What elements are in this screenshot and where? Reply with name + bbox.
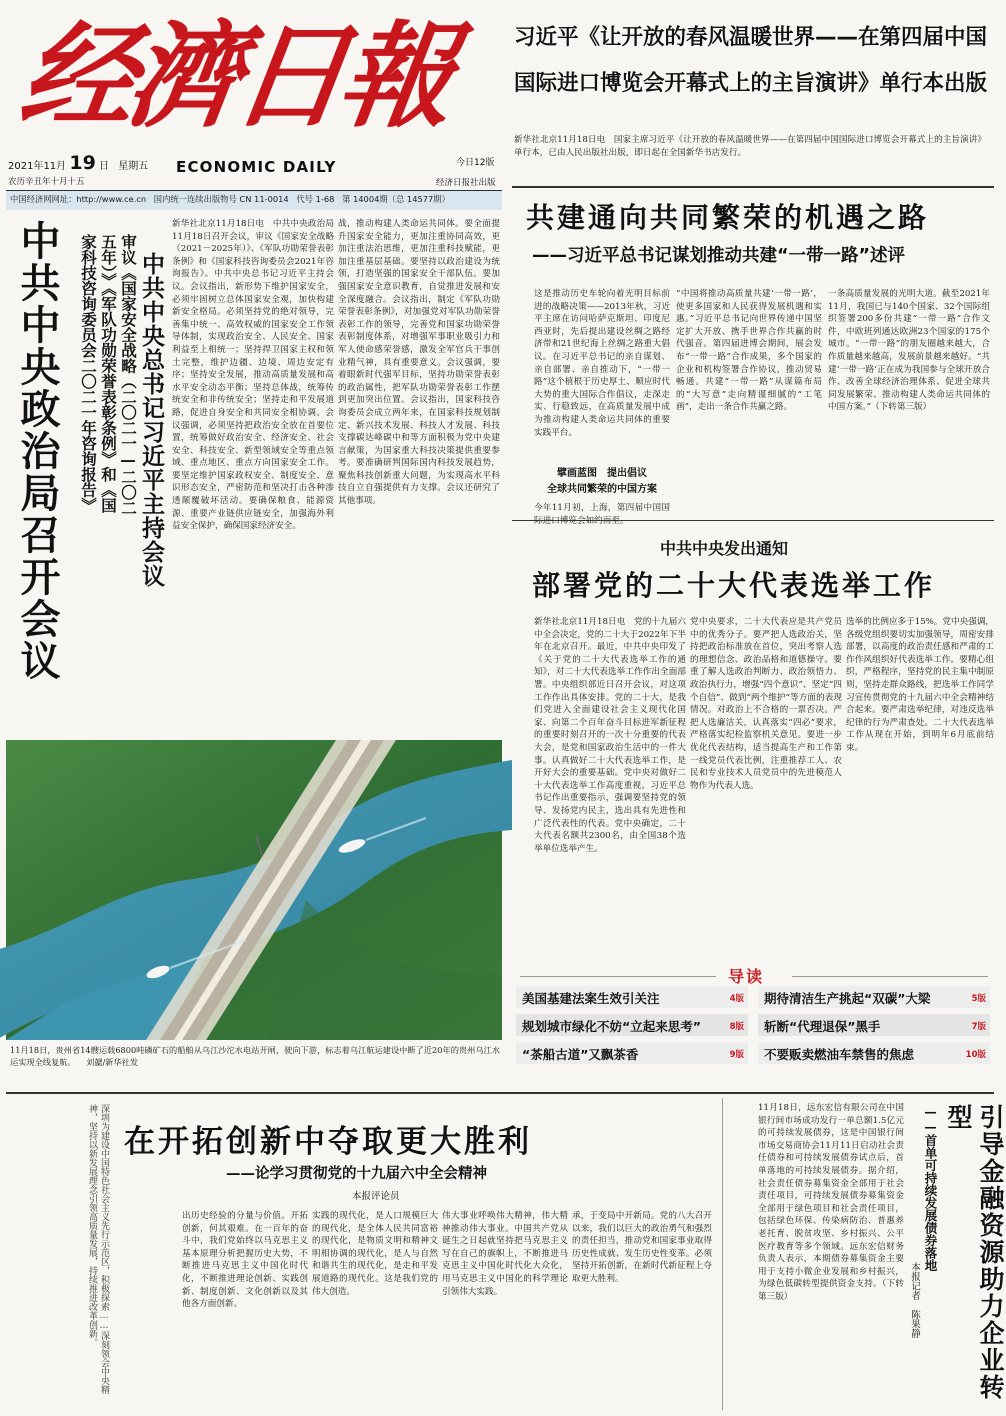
- divider: [722, 1098, 723, 1410]
- commentary-article: [6, 1098, 720, 1412]
- masthead-web[interactable]: 中国经济网网址：http://www.ce.cn: [10, 194, 147, 204]
- delegates-col3: 选举的比例应多于15%。党中央强调，各级党组织要切实加强领导，周密安排部署，以高度的政治责任感和严肃的工作作风组织好代表选举工作。要精心组织，严格程序，坚持党的民主集中制原则，坚持走群众路线，把选举工作同学习宣传贯彻党的十九届六中全会精神结合起来。要严肃选举纪律，对违反选举纪律的行为严肃查处。二十大代表选举工作从现在开始，到明年6月底前结束。: [846, 617, 995, 753]
- guide-item[interactable]: [516, 986, 748, 1008]
- belt-road-quote: [534, 466, 670, 498]
- commentary-col4: 承，于变局中开新局。党的八大召开以来，我们以巨大的政治勇气和强烈的责任担当，推动党和国家事业取得历史性成就、发生历史性变革。必须坚持开拓创新，在新时代新征程上夺取更大胜利。: [572, 1211, 712, 1284]
- river-photo: [6, 740, 502, 1040]
- guide-item-page: 7版: [971, 1022, 986, 1032]
- delegates-article: [512, 524, 996, 958]
- masthead-issue: 第 14004期（总 14577期）: [342, 194, 450, 204]
- masthead: [0, 0, 506, 200]
- finance-headline: 引导金融资源助力企业转型: [944, 1104, 1005, 1401]
- guide-item-title: 美国基建法案生效引关注: [522, 991, 660, 1006]
- photo-caption-text: 11月18日，贵州省14艘运载6800吨磷矿石的船舶从乌江沙沱水电站开闸，驶向下游，标志着乌江航运建设中断了近20年的贵州乌江水运实现全线复航。: [10, 1045, 500, 1067]
- divider: [6, 1092, 994, 1094]
- delegates-col1: 新华社北京11月18日电 党的十九届六中全会决定，党的二十大于2022年下半年在北京召开。最近，中共中央印发了《关于党的二十大代表选举工作的通知》，对二十大代表选举工作作出全面部署。中央组织部近日召开会议，对这项工作作出具体安排。党的二十大，是我们党进入全面建设社会主义现代化国家、向第二个百年奋斗目标进军新征程的重要时刻召开的一次十分重要的代表大会，是党和国家政治生活中的一件大事。认真做好二十大代表选举工作，是开好大会的重要基础。党中央对做好二十大代表选举工作高度重视。习近平总书记作出重要指示，强调要坚持党的领导、发扬党内民主，选出具有先进性和广泛代表性的代表。党中央确定，二十大代表名额共2300名，由全国38个选举单位选举产生。: [534, 617, 686, 854]
- guide-item[interactable]: [516, 1014, 748, 1036]
- guide-item[interactable]: [758, 986, 990, 1008]
- masthead-english: ECONOMIC DAILY: [176, 158, 337, 176]
- belt-road-col1-a: 这是推动历史车轮向着光明目标前进的战略决策——2013年秋，习近平主席在访问哈萨克斯坦、印度尼西亚时，先后提出建设丝绸之路经济带和21世纪海上丝绸之路重大倡议。在习近平总书记的亲自谋划、亲自部署、亲自推动下，“一带一路”这个植根于历史厚土、顺应时代大势的重大国际合作倡议，走深走实、行稳致远，在高质量发展中成为推动构建人类命运共同体的重要实践平台。: [534, 289, 670, 438]
- river-photo-image: [6, 740, 502, 1040]
- belt-road-col1-b: 今年11月初，上海，第四届中国国: [534, 503, 670, 513]
- masthead-info-line: [10, 193, 450, 205]
- commentary-left-column: 深圳为建设中国特色社会主义先行示范区，积极探索……深刻领会中央精神，坚持以新发展理念引领高质量发展，持续推进改革创新。: [87, 1104, 109, 1394]
- commentary-col2: 实践的现代化，是人口规模巨大的现代化，是全体人民共同富裕的现代化，是物质文明和精神文明相协调的现代化，是人与自然和谐共生的现代化，是走和平发展道路的现代化。这是我们党的伟大创造。: [312, 1211, 438, 1297]
- photo-credit: 刘勰/新华社发: [86, 1057, 139, 1067]
- guide-item-page: 4版: [729, 994, 744, 1004]
- belt-road-col3: 一条高质量发展的光明大道。截至2021年11月，我国已与140个国家、32个国际组织签署200多份共建“一带一路”合作文件，中欧班列通达欧洲23个国家的175个城市。“一带一路”的朋友圈越来越大，合作质量越来越高，发展前景越来越好。“共建‘一带一路’正在成为我国参与全球开放合作、改善全球经济治理体系、促进全球共同发展繁荣、推动构建人类命运共同体的中国方案。”（下转第三版）: [828, 289, 990, 413]
- book-release-article: [512, 6, 996, 192]
- divider: [512, 520, 994, 521]
- commentary-headline: 在开拓创新中夺取更大胜利: [124, 1124, 532, 1160]
- guide-rule-right: [792, 976, 988, 977]
- photo-caption: [10, 1044, 500, 1072]
- commentary-byline: 本报评论员: [352, 1191, 400, 1202]
- belt-road-quote-line2: 全球共同繁荣的中国方案: [547, 484, 657, 495]
- guide-item-page: 5版: [971, 994, 986, 1004]
- belt-road-article: [512, 192, 996, 512]
- masthead-issn: 国内统一连续出版物号 CN 11-0014: [153, 194, 289, 204]
- politburo-article: [6, 212, 502, 734]
- belt-road-headline: 共建通向共同繁荣的机遇之路: [526, 201, 930, 234]
- guide-item-title: “茶船古道”又飘茶香: [522, 1047, 639, 1062]
- masthead-date-line: [8, 152, 148, 174]
- masthead-date: 2021年11月: [8, 161, 67, 172]
- guide-item-title: 规划城市绿化不妨“立起来思考”: [522, 1019, 701, 1034]
- finance-article: [726, 1098, 1005, 1412]
- politburo-subhead-review: 审议《国家安全战略（二〇二一—二〇二五年）》《军队功勋荣誉表彰条例》和《国家科技咨询委员会二〇二一年咨询报告》: [79, 234, 137, 516]
- delegates-col2: 党中央要求，二十大代表应是共产党员中的优秀分子。要严把人选政治关，坚持把政治标准放在首位，突出考察人选的理想信念、政治品格和道德操守。要重了解人选政治判断力、政治领悟力、政治执行力，增强“四个意识”、坚定“四个自信”、做到“两个维护”等方面的表现情况。对政治上不合格的一票否决。严把人选廉洁关，认真落实“四必”要求，严格落实纪检监察机关意见。要进一步优化代表结构，适当提高生产和工作第一线党员代表比例，注重推荐工人、农民和专业技术人员党员中的先进模范人物作为代表人选。: [690, 617, 842, 791]
- masthead-pages: 今日12版: [456, 158, 495, 168]
- politburo-body-col2: 战，推动构建人类命运共同体。要全面提升国家安全能力，更加注重协同高效，更加注重法治思维，更加注重科技赋能，更加注重基层基础。要坚持以政治建设为统领，打造坚强的国家安全干部队伍。要加强国家安全意识教育，自觉推进发展和安全深度融合。会议指出，制定《军队功勋荣誉表彰条例》，对加强党对军队功勋荣誉表彰工作的领导，完善党和国家功勋荣誉表彰制度体系，对增强军事职业吸引力和军人使命感荣誉感，激发全军官兵干事创业精气神，具有重要意义。会议强调，要着眼新时代强军目标，坚持功勋荣誉表彰的政治属性，把军队功勋荣誉表彰工作摆到更加突出位置。会议指出，国家科技咨询委员会成立两年来，在国家科技规划制定、新兴技术发展、科技人才发展、科技支撑碳达峰碳中和等方面积极为党中央建言献策，为国家重大科技决策提供重要参考。要准确研判国际国内科技发展趋势，聚焦科技创新重大问题，为实现高水平科技自立自强提供有力支撑。会议还研究了其他事项。: [338, 219, 500, 507]
- book-release-body: 新华社北京11月18日电 国家主席习近平《让开放的春风温暖世界——在第四届中国国际进口博览会开幕式上的主旨演讲》单行本，已由人民出版社出版，即日起在全国新华书店发行。: [514, 135, 986, 158]
- delegates-headline: 部署党的二十大代表选举工作: [532, 569, 936, 602]
- politburo-body-col1: 新华社北京11月18日电 中共中央政治局11月18日召开会议，审议《国家安全战略（2021－2025年）》、《军队功勋荣誉表彰条例》和《国家科技咨询委员会2021年咨询报告》。中共中央总书记习近平主持会议。会议指出，新形势下维护国家安全，必须牢固树立总体国家安全观，加快构建新安全格局。必须坚持党的绝对领导，完善集中统一、高效权威的国家安全工作领导体制，实现政治安全、人民安全、国家利益至上相统一；坚持捍卫国家主权和领土完整，维护边疆、边境、周边安定有序；坚持安全发展，推动高质量发展和高水平安全动态平衡；坚持总体战，统筹传统安全和非传统安全；坚持走和平发展道路，促进自身安全和共同安全相协调。会议强调，必须坚持把政治安全放在首要位置，统筹做好政治安全、经济安全、社会安全、科技安全、新型领域安全等重点领域、重点地区、重点方向国家安全工作。要坚定维护国家政权安全、制度安全、意识形态安全，严密防范和坚决打击各种渗透颠覆破坏活动。要确保粮食、能源资源、重要产业链供应链安全，加强海外利益安全保护，确保国家经济安全。: [172, 219, 334, 532]
- politburo-subhead-host: 中共中央总书记习近平主持会议: [138, 252, 164, 588]
- masthead-lunar: 农历辛丑年十月十五: [8, 177, 85, 187]
- guide-rule-left: [520, 976, 716, 977]
- masthead-day-suffix: 日: [99, 161, 110, 172]
- commentary-col3: 伟大事业呼唤伟大精神，伟大精神推动伟大事业。中国共产党从诞生之日起就坚持把马克思主义写在自己的旗帜上，不断推进马克思主义中国化时代化大众化，用马克思主义中国化的科学理论引领伟大实践。: [442, 1211, 568, 1297]
- commentary-subhead: ——论学习贯彻党的十九届六中全会精神: [226, 1166, 487, 1182]
- guide-item-page: 9版: [729, 1050, 744, 1060]
- finance-subhead: ——首单可持续发展债券落地: [923, 1104, 938, 1272]
- politburo-headline: 中共中央政治局召开会议: [14, 220, 60, 682]
- guide-item-title: 不要贩卖燃油车禁售的焦虑: [764, 1047, 915, 1062]
- guide-item[interactable]: [516, 1042, 748, 1064]
- divider: [512, 186, 994, 188]
- guide-item-title: 斩断“代理退保”黑手: [764, 1019, 881, 1034]
- belt-road-col2: “中国将推动高质量共建‘一带一路’，使更多国家和人民获得发展机遇和实惠。”习近平总书记向世界传递中国坚定扩大开放、携手世界合作共赢的时代强音。第四届进博会期间，展会发布“一带一路”合作成果，多个国家的企业和机构签署合作协议，推动贸易畅通。共建“一带一路”从谋篇布局的“大写意”走向精谨细腻的“工笔画”，走出一条合作共赢之路。: [676, 289, 822, 413]
- masthead-day: 19: [69, 152, 96, 174]
- guide-box: [512, 964, 996, 1076]
- guide-item[interactable]: [758, 1042, 990, 1064]
- book-release-headline-2: 国际进口博览会开幕式上的主旨演讲》单行本出版: [514, 71, 988, 96]
- guide-item-page: 8版: [729, 1022, 744, 1032]
- book-release-headline-1: 习近平《让开放的春风温暖世界——在第四届中国: [514, 25, 988, 50]
- guide-title: 导读: [728, 967, 765, 986]
- guide-item-title: 期待清洁生产挑起“双碳”大梁: [764, 991, 931, 1006]
- masthead-publisher: 经济日报社出版: [436, 178, 496, 188]
- guide-item-page: 10版: [965, 1050, 986, 1060]
- guide-item[interactable]: [758, 1014, 990, 1036]
- masthead-weekday: 星期五: [118, 161, 149, 172]
- delegates-kicker: 中共中央发出通知: [660, 539, 789, 558]
- newspaper-logo: 经濟日報: [12, 9, 456, 143]
- masthead-code: 代号 1-68: [296, 194, 335, 204]
- finance-body: 11月18日，远东宏信有限公司在中国银行间市场成功发行一单总额1.5亿元的可持续发展债券，这是中国银行间市场交易商协会11月11日启动社会责任债券和可持续发展债券试点后，首单落地的可持续发展债券。据介绍，社会责任债券募集资金全部用于社会责任项目，可持续发展债券募集资金全部用于绿色项目和社会责任项目，包括绿色环保、传染病防治、普惠养老托育、脱贫攻坚、乡村振兴、公平医疗教育等多个领域。远东宏信财务负责人表示，本期债券募集资金主要用于支持小微企业发展和乡村振兴，为绿色低碳转型提供资金支持。（下转第三版）: [758, 1103, 904, 1302]
- finance-byline: 本报记者 陈果静: [909, 1262, 920, 1338]
- commentary-col1: 出历史经验的分量与价值。开拓创新，何其艰难。在一百年的奋斗中，我们党始终以马克思主义基本原理分析把握历史大势，不断推进马克思主义中国化时代化，不断推进理论创新、实践创新、制度创新、文化创新以及其他各方面创新。: [182, 1211, 308, 1310]
- belt-road-subhead: ——习近平总书记谋划推动共建“一带一路”述评: [532, 246, 906, 266]
- belt-road-quote-line1: 擘画蓝图 提出倡议: [557, 468, 647, 479]
